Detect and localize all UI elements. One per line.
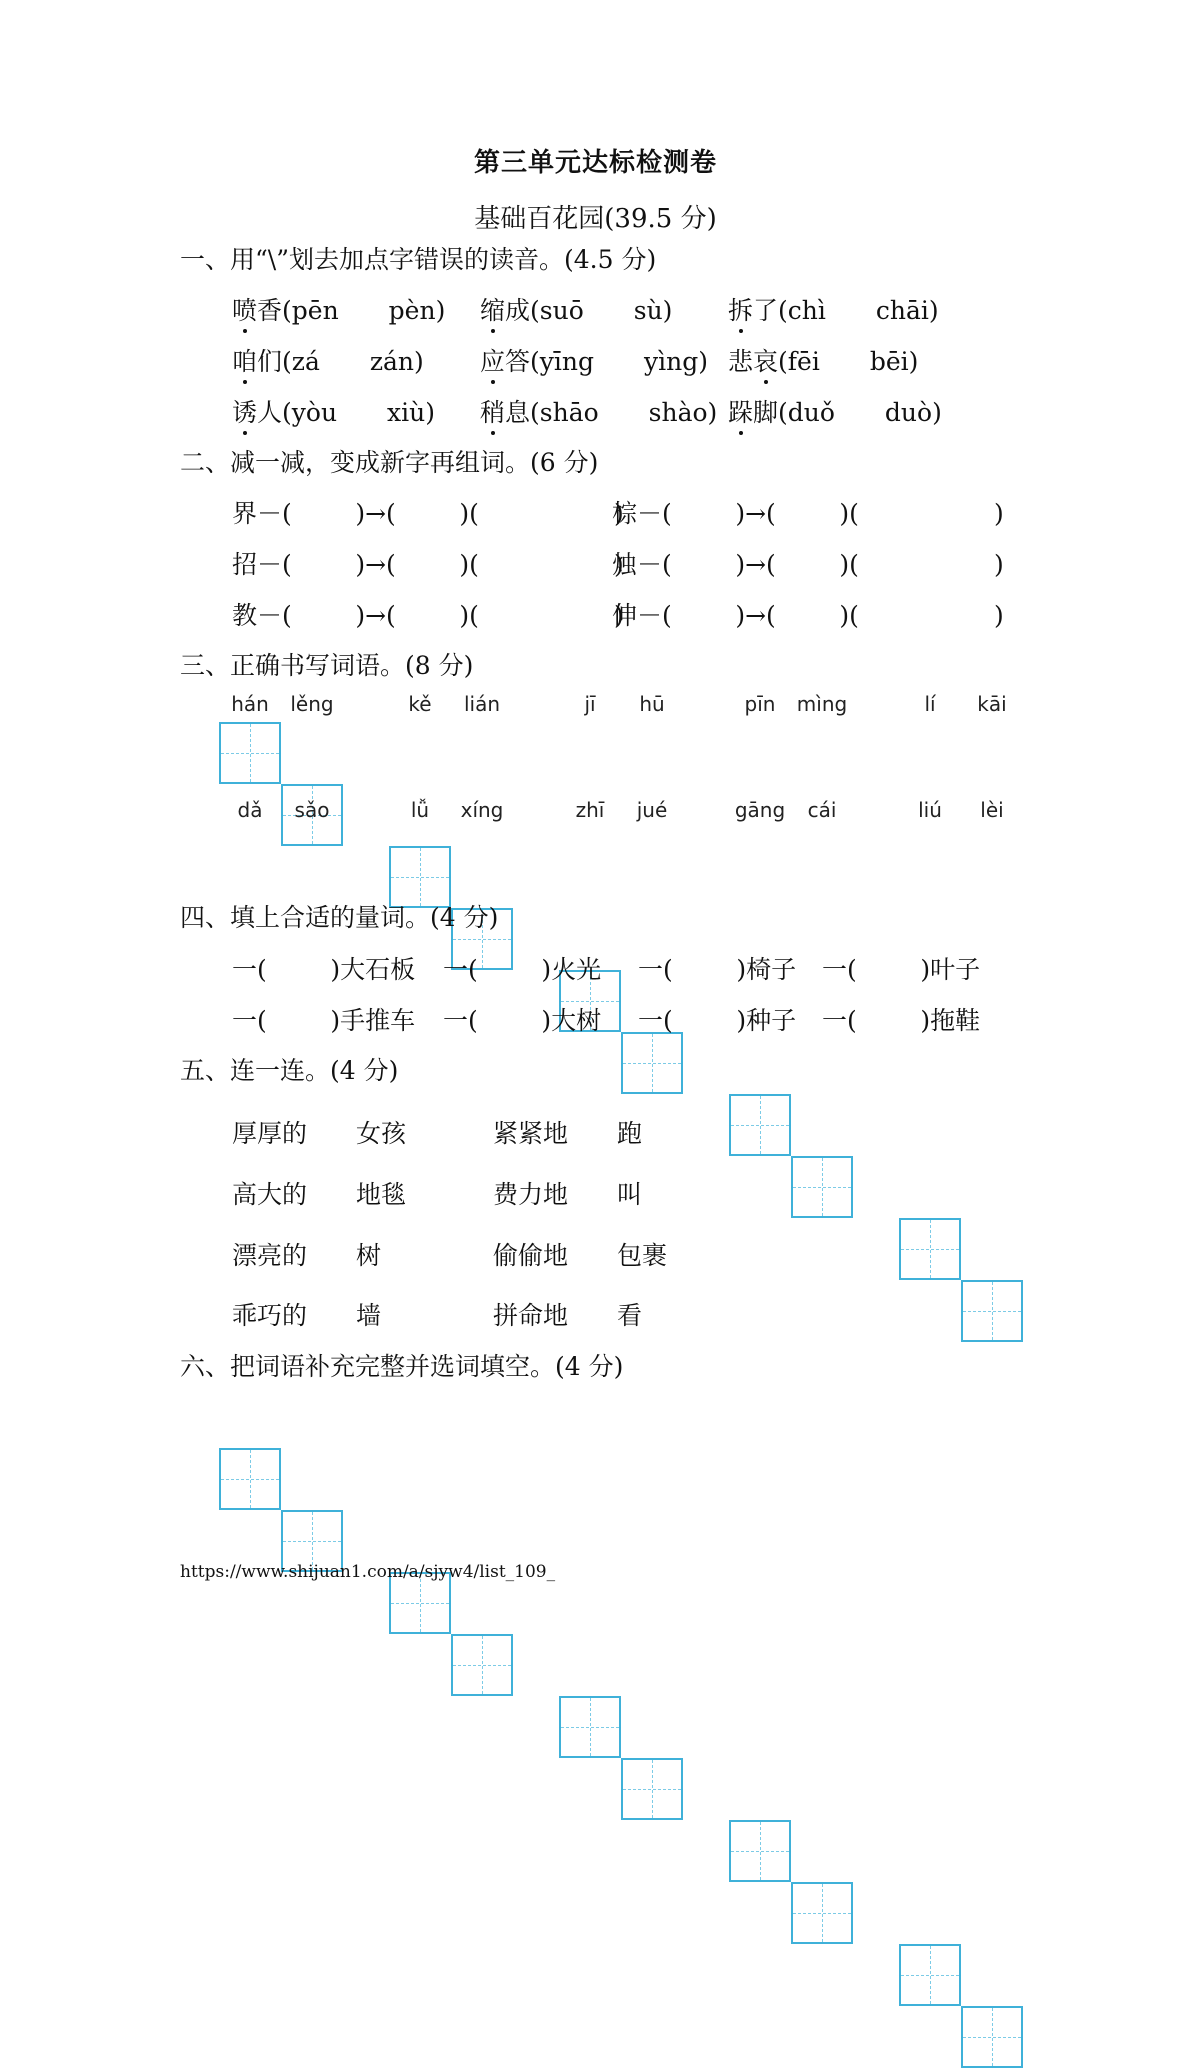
pinyin-label: zhī [575,798,605,822]
pinyin-label: dǎ [237,798,263,822]
pinyin-choice-item: 跺脚(duǒ duò) [728,398,942,427]
measure-word-item: 一( )椅子 [638,955,797,984]
pinyin-choice-item: 拆了(chì chāi) [728,296,939,325]
matching-word: 偷偷地 [493,1241,569,1270]
writing-box[interactable] [559,1696,621,1758]
matching-word: 漂亮的 [232,1241,308,1270]
measure-word-item: 一( )种子 [638,1006,797,1035]
matching-word: 看 [617,1301,643,1330]
measure-word-item: 一( )拖鞋 [822,1006,981,1035]
pinyin-label: liú [918,798,942,822]
dotted-character: 稍 [480,398,506,427]
matching-word: 费力地 [493,1180,569,1209]
writing-box[interactable] [621,1032,683,1094]
writing-box[interactable] [621,1758,683,1820]
pinyin-choice-item: 咱们(zá zán) [232,347,424,376]
pinyin-choice-item: 缩成(suō sù) [480,296,673,325]
section-6-heading: 六、把词语补充完整并选词填空。(4 分) [180,1352,624,1381]
measure-word-item: 一( )手推车 [232,1006,416,1035]
writing-box[interactable] [219,722,281,784]
subtract-character-item: 伸－( )→( )( ) [612,601,1004,630]
matching-word: 树 [356,1241,382,1270]
matching-word: 跑 [617,1119,643,1148]
pinyin-label: pīn [744,692,776,716]
matching-word: 拼命地 [493,1301,569,1330]
matching-word: 叫 [617,1180,643,1209]
pinyin-label: kě [408,692,432,716]
writing-box[interactable] [961,2006,1023,2068]
subtract-character-item: 烛－( )→( )( ) [612,550,1004,579]
dotted-character: 应 [480,347,506,376]
dotted-character: 喷 [232,296,258,325]
section-3-heading: 三、正确书写词语。(8 分) [180,651,474,680]
writing-box[interactable] [729,1094,791,1156]
subtract-character-item: 教－( )→( )( ) [232,601,624,630]
dotted-character: 咱 [232,347,258,376]
writing-box[interactable] [899,1218,961,1280]
page-subtitle: 基础百花园(39.5 分) [474,204,717,234]
dotted-character: 诱 [232,398,258,427]
writing-box[interactable] [451,1634,513,1696]
writing-box[interactable] [791,1156,853,1218]
writing-box[interactable] [219,1448,281,1510]
matching-word: 地毯 [356,1180,407,1209]
subtract-character-item: 界－( )→( )( ) [232,499,624,528]
pinyin-label: lí [924,692,936,716]
writing-box[interactable] [899,1944,961,2006]
dotted-character: 拆 [728,296,754,325]
pinyin-label: xíng [460,798,504,822]
measure-word-item: 一( )火光 [443,955,602,984]
footer-url: https://www.shijuan1.com/a/sjyw4/list_109_ [180,1562,556,1582]
pinyin-label: gāng [734,798,786,822]
writing-box[interactable] [961,1280,1023,1342]
pinyin-label: sǎo [294,798,330,822]
section-2-heading: 二、减一减，变成新字再组词。(6 分) [180,448,599,477]
dotted-character: 哀 [753,347,779,376]
pinyin-label: hán [231,692,269,716]
section-5-heading: 五、连一连。(4 分) [180,1056,399,1085]
writing-box[interactable] [729,1820,791,1882]
pinyin-choice-item: 稍息(shāo shào) [480,398,718,427]
pinyin-label: hū [639,692,665,716]
pinyin-label: mìng [796,692,848,716]
dotted-character: 跺 [728,398,754,427]
matching-word: 紧紧地 [493,1119,569,1148]
pinyin-label: cái [807,798,837,822]
section-1-heading: 一、用“\”划去加点字错误的读音。(4.5 分) [180,245,657,274]
matching-word: 高大的 [232,1180,308,1209]
subtract-character-item: 招－( )→( )( ) [232,550,624,579]
matching-word: 包裹 [617,1241,668,1270]
pinyin-label: lèi [980,798,1004,822]
measure-word-item: 一( )叶子 [822,955,981,984]
section-4-heading: 四、填上合适的量词。(4 分) [180,903,499,932]
measure-word-item: 一( )大石板 [232,955,416,984]
pinyin-label: jué [636,798,668,822]
pinyin-label: lěng [290,692,334,716]
measure-word-item: 一( )大树 [443,1006,602,1035]
pinyin-label: kāi [977,692,1007,716]
pinyin-label: jī [584,692,596,716]
pinyin-choice-item: 诱人(yòu xiù) [232,398,435,427]
pinyin-choice-item: 悲哀(fēi bēi) [728,347,919,376]
matching-word: 厚厚的 [232,1119,308,1148]
dotted-character: 缩 [480,296,506,325]
pinyin-choice-item: 喷香(pēn pèn) [232,296,446,325]
pinyin-label: lián [463,692,501,716]
matching-word: 乖巧的 [232,1301,308,1330]
pinyin-choice-item: 应答(yīng yìng) [480,347,708,376]
pinyin-label: lǚ [410,798,430,822]
matching-word: 墙 [356,1301,382,1330]
subtract-character-item: 棕－( )→( )( ) [612,499,1004,528]
writing-box[interactable] [791,1882,853,1944]
matching-word: 女孩 [356,1119,407,1148]
page-title: 第三单元达标检测卷 [473,148,717,178]
